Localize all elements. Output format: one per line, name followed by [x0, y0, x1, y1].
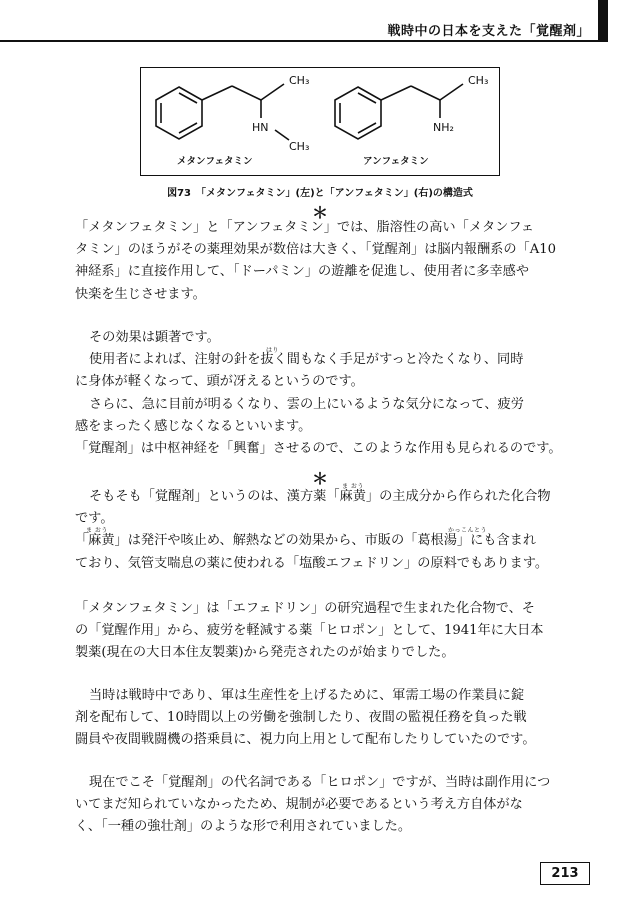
section-separator-2: ＊: [311, 469, 328, 488]
text-line: く、「一種の強壮剤」のような形で利用されていました。: [75, 819, 412, 835]
chain-bond-right-2: [411, 86, 440, 100]
text-line: 感をまったく感じなくなるといいます。: [75, 418, 312, 434]
paragraph-4: [75, 598, 572, 665]
ruby-mao-1: ま おう: [342, 483, 364, 490]
text-line: 剤を配布して、10時間以上の労働を強制したり、夜間の監視任務を負った戦: [75, 710, 527, 726]
left-ch3-bottom: CH₃: [289, 140, 310, 153]
right-nh2: NH₂: [433, 121, 454, 134]
right-ch3-top: CH₃: [468, 74, 489, 87]
figure-caption: 図73 「メタンフェタミン」(左)と「アンフェタミン」(右)の構造式: [167, 188, 473, 199]
ruby-kakkonto: かっこんとう: [448, 527, 488, 534]
text-line: そもそも「覚醒剤」というのは、漢方薬「麻黄」の主成分から作られた化合物: [89, 489, 551, 504]
header-side-bar: [598, 0, 608, 42]
benzene-ring-right: [335, 87, 381, 139]
text-line: 快楽を生じさせます。: [75, 286, 206, 302]
chain-bond-right-1: [381, 86, 411, 100]
n-methyl-bond: [275, 130, 289, 140]
left-ch3-top: CH₃: [289, 74, 310, 87]
page-number: 213: [540, 862, 590, 885]
label-amphetamine: アンフェタミン: [363, 156, 429, 167]
running-header-title: 戦時中の日本を支えた「覚醒剤」: [387, 24, 590, 39]
paragraph-6: [75, 772, 572, 839]
section-separator-1: ＊: [311, 203, 328, 222]
text-line: の「覚醒作用」から、疲労を軽減する薬「ヒロポン」として、1941年に大日本: [75, 623, 544, 639]
methyl-bond-right: [440, 84, 463, 100]
methyl-bond-left: [261, 84, 284, 100]
paragraph-3: [75, 486, 572, 575]
text-line: 「麻黄」は発汗や咳止め、解熱などの効果から、市販の「葛根湯」にも含まれ: [75, 533, 537, 549]
text-line: さらに、急に目前が明るくなり、雲の上にいるような気分になって、疲労: [89, 396, 524, 412]
text-line: 現在でこそ「覚醒剤」の代名詞である「ヒロポン」ですが、当時は副作用につ: [89, 775, 551, 790]
text-line: です。: [75, 511, 114, 527]
text-line: ており、気管支喘息の薬に使われる「塩酸エフェドリン」の原料でもあります。: [75, 555, 549, 571]
text-line: 「覚醒剤」は中枢神経を「興奮」させるので、このような作用も見られるのです。: [75, 441, 562, 457]
chain-bond-left-2: [232, 86, 261, 100]
paragraph-1: [75, 217, 572, 306]
ruby-mao-2: ま おう: [86, 527, 108, 534]
chain-bond-left-1: [202, 86, 232, 100]
text-line: タミン」のほうがその薬理効果が数倍は大きく、「覚醒剤」は脳内報酬系の「A10: [75, 242, 556, 258]
label-methamphetamine: メタンフェタミン: [177, 156, 253, 167]
text-line: その効果は顕著です。: [89, 330, 220, 345]
text-line: 使用者によれば、注射の針を抜く間もなく手足がすっと冷たくなり、同時: [89, 352, 524, 368]
text-line: 神経系」に直接作用して、「ドーパミン」の遊離を促進し、使用者に多幸感や: [75, 264, 530, 280]
ruby-hari: はり: [266, 347, 280, 354]
text-line: 当時は戦時中であり、軍は生産性を上げるために、軍需工場の作業員に錠: [89, 688, 525, 703]
text-line: に身体が軽くなって、頭が冴えるというのです。: [75, 374, 364, 390]
paragraph-2: [75, 327, 572, 460]
header-rule: [0, 40, 598, 42]
text-line: 闘員や夜間戦闘機の搭乗員に、視力向上用として配布したりしていたのです。: [75, 732, 536, 748]
text-line: 「メタンフェタミン」は「エフェドリン」の研究過程で生まれた化合物で、そ: [75, 601, 535, 616]
paragraph-5: [75, 685, 572, 752]
text-line: いてまだ知られていなかったため、規制が必要であるという考え方自体がな: [75, 797, 523, 813]
text-line: 「メタンフェタミン」と「アンフェタミン」では、脂溶性の高い「メタンフェ: [75, 220, 535, 235]
text-line: 製薬(現在の大日本住友製薬)から発売されたのが始まりでした。: [75, 645, 455, 661]
benzene-ring-left: [156, 87, 202, 139]
structure-figure: [140, 67, 500, 176]
left-hn: HN: [252, 121, 269, 134]
